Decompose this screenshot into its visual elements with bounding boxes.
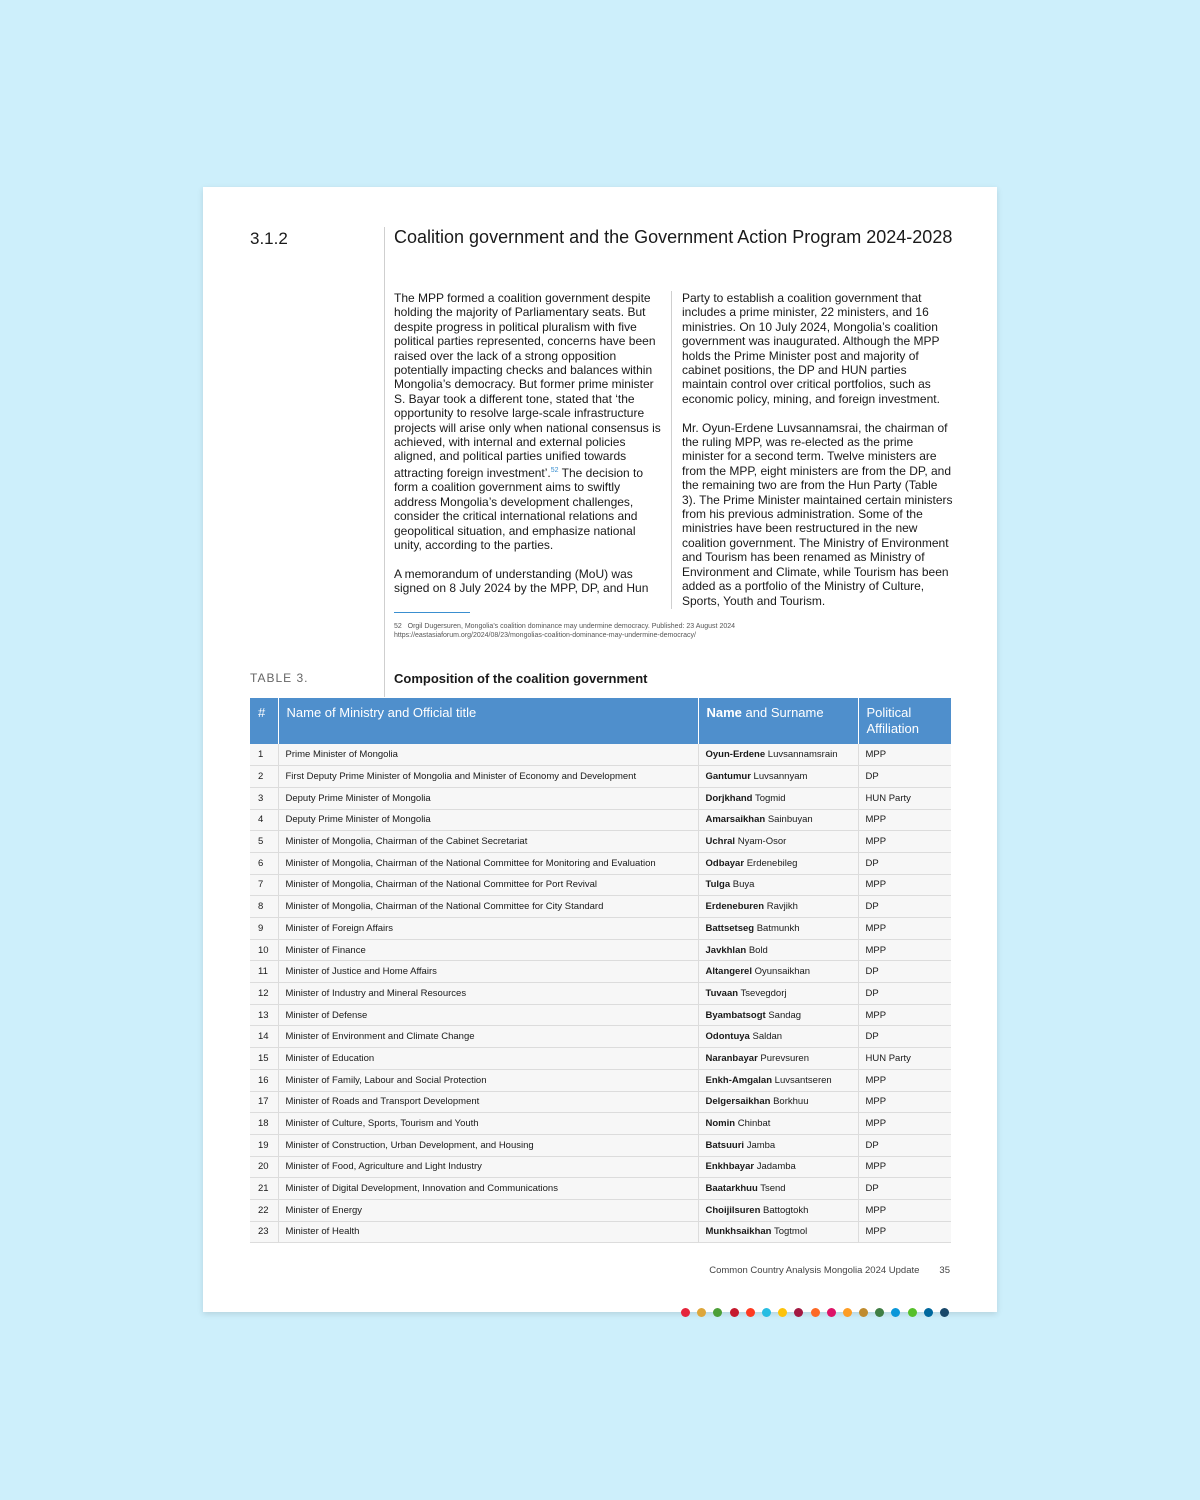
row-number: 4 <box>250 809 278 831</box>
row-ministry: First Deputy Prime Minister of Mongolia and Minister of Economy and Development <box>278 766 698 788</box>
row-ministry: Minister of Foreign Affairs <box>278 918 698 940</box>
footnote-text: Orgil Dugersuren, Mongolia’s coalition dominance may undermine democracy. Published: 23 August 2024 <box>407 623 736 630</box>
row-name: Munkhsaikhan Togtmol <box>698 1221 858 1243</box>
table-row <box>250 1178 951 1200</box>
color-dot <box>697 1308 706 1317</box>
row-number: 23 <box>250 1221 278 1243</box>
color-dot <box>908 1308 917 1317</box>
row-party: MPP <box>858 918 951 940</box>
table-row <box>250 983 951 1005</box>
table-row <box>250 766 951 788</box>
footer-title: Common Country Analysis Mongolia 2024 Update <box>709 1265 920 1276</box>
row-party: MPP <box>858 1221 951 1243</box>
row-name: Gantumur Luvsannyam <box>698 766 858 788</box>
row-ministry: Minister of Roads and Transport Development <box>278 1091 698 1113</box>
row-name: Amarsaikhan Sainbuyan <box>698 809 858 831</box>
row-party: MPP <box>858 1091 951 1113</box>
page-number: 35 <box>939 1265 950 1276</box>
color-dot <box>811 1308 820 1317</box>
row-number: 19 <box>250 1134 278 1156</box>
color-dot <box>827 1308 836 1317</box>
row-party: MPP <box>858 874 951 896</box>
row-number: 9 <box>250 918 278 940</box>
table-row <box>250 1221 951 1243</box>
color-dot <box>778 1308 787 1317</box>
row-party: MPP <box>858 1004 951 1026</box>
table-row <box>250 1113 951 1135</box>
footnote-ref-link[interactable]: 52 <box>550 466 559 474</box>
color-dot <box>924 1308 933 1317</box>
header-party: Political Affiliation <box>858 698 951 744</box>
row-party: MPP <box>858 1113 951 1135</box>
row-name: Battsetseg Batmunkh <box>698 918 858 940</box>
table-row <box>250 961 951 983</box>
row-number: 18 <box>250 1113 278 1135</box>
row-number: 15 <box>250 1048 278 1070</box>
row-number: 6 <box>250 852 278 874</box>
row-name: Tuvaan Tsevegdorj <box>698 983 858 1005</box>
row-name: Baatarkhuu Tsend <box>698 1178 858 1200</box>
table-body <box>250 744 951 1243</box>
table-row <box>250 1134 951 1156</box>
paragraph: A memorandum of understanding (MoU) was signed on 8 July 2024 by the MPP, DP, and Hun <box>394 566 649 596</box>
row-number: 14 <box>250 1026 278 1048</box>
row-ministry: Minister of Mongolia, Chairman of the National Committee for Port Revival <box>278 874 698 896</box>
row-ministry: Minister of Mongolia, Chairman of the National Committee for Monitoring and Evaluation <box>278 852 698 874</box>
body-column-right <box>682 291 954 622</box>
color-dot <box>843 1308 852 1317</box>
row-name: Tulga Buya <box>698 874 858 896</box>
color-dot <box>859 1308 868 1317</box>
table-row <box>250 787 951 809</box>
row-party: MPP <box>858 939 951 961</box>
row-number: 16 <box>250 1069 278 1091</box>
row-ministry: Minister of Family, Labour and Social Protection <box>278 1069 698 1091</box>
color-dot <box>891 1308 900 1317</box>
row-party: MPP <box>858 831 951 853</box>
row-party: DP <box>858 1026 951 1048</box>
row-ministry: Minister of Health <box>278 1221 698 1243</box>
row-number: 2 <box>250 766 278 788</box>
header-number: # <box>250 698 278 744</box>
row-ministry: Minister of Mongolia, Chairman of the National Committee for City Standard <box>278 896 698 918</box>
row-party: MPP <box>858 809 951 831</box>
row-name: Uchral Nyam-Osor <box>698 831 858 853</box>
row-party: MPP <box>858 744 951 766</box>
section-number: 3.1.2 <box>250 229 288 248</box>
row-name: Naranbayar Purevsuren <box>698 1048 858 1070</box>
row-name: Nomin Chinbat <box>698 1113 858 1135</box>
row-number: 13 <box>250 1004 278 1026</box>
row-ministry: Minister of Digital Development, Innovation and Communications <box>278 1178 698 1200</box>
header-name: Name and Surname <box>698 698 858 744</box>
footnote-separator <box>394 612 470 613</box>
row-name: Byambatsogt Sandag <box>698 1004 858 1026</box>
row-ministry: Minister of Culture, Sports, Tourism and Youth <box>278 1113 698 1135</box>
row-party: DP <box>858 1134 951 1156</box>
column-divider <box>671 291 672 609</box>
body-column-left <box>394 291 666 610</box>
header-ministry: Name of Ministry and Official title <box>278 698 698 744</box>
color-dot <box>681 1308 690 1317</box>
row-name: Odbayar Erdenebileg <box>698 852 858 874</box>
table-row <box>250 1026 951 1048</box>
row-ministry: Minister of Environment and Climate Change <box>278 1026 698 1048</box>
row-party: DP <box>858 1178 951 1200</box>
table-row <box>250 1069 951 1091</box>
row-number: 22 <box>250 1199 278 1221</box>
row-name: Delgersaikhan Borkhuu <box>698 1091 858 1113</box>
row-number: 20 <box>250 1156 278 1178</box>
row-name: Odontuya Saldan <box>698 1026 858 1048</box>
paragraph: The MPP formed a coalition government despite holding the majority of Parliamentary seats. But despite progress in political pluralism with five political parties represented, concerns have been raised over the lack of a strong opposition potentially impacting checks and balances within Mongolia’s democracy. But former prime minister S. Bayar took a different tone, stated that ‘the opportunity to resolve large-scale infrastructure projects will arise only when national consensus is achieved, with internal and external policies aligned, and political parties unified towards attracting foreign investment’.$^{52}$ The decision to form a coalition government aims to swiftly address Mongolia’s development challenges, consider the critical international relations and geopolitical situation, and emphasize national unity, according to the parties. <box>394 291 661 552</box>
row-party: MPP <box>858 1199 951 1221</box>
row-party: MPP <box>858 1156 951 1178</box>
row-number: 10 <box>250 939 278 961</box>
table-row <box>250 831 951 853</box>
table-row <box>250 918 951 940</box>
table-row <box>250 1004 951 1026</box>
margin-rule <box>384 227 385 697</box>
row-party: DP <box>858 766 951 788</box>
paragraph: Party to establish a coalition government that includes a prime minister, 22 ministers, and 16 ministries. On 10 July 2024, Mongolia’s coalition government was inaugurated. Although the MPP holds the Prime Minister post and majority of cabinet positions, the DP and HUN parties maintain control over critical portfolios, such as economic policy, mining, and foreign investment. <box>682 291 940 406</box>
table-row <box>250 1048 951 1070</box>
row-party: HUN Party <box>858 787 951 809</box>
row-number: 7 <box>250 874 278 896</box>
table-row <box>250 939 951 961</box>
table-row <box>250 896 951 918</box>
row-ministry: Minister of Justice and Home Affairs <box>278 961 698 983</box>
row-name: Choijilsuren Battogtokh <box>698 1199 858 1221</box>
section-title: Coalition government and the Government Action Program 2024-2028 <box>394 227 953 247</box>
row-name: Altangerel Oyunsaikhan <box>698 961 858 983</box>
table-row <box>250 874 951 896</box>
row-number: 3 <box>250 787 278 809</box>
row-ministry: Deputy Prime Minister of Mongolia <box>278 809 698 831</box>
table-row <box>250 852 951 874</box>
row-number: 8 <box>250 896 278 918</box>
table-label: TABLE 3. <box>250 671 309 685</box>
table-title: Composition of the coalition government <box>394 671 648 686</box>
row-party: DP <box>858 852 951 874</box>
row-party: MPP <box>858 1069 951 1091</box>
footnote-number: 52 <box>394 623 402 630</box>
color-dot <box>794 1308 803 1317</box>
row-number: 21 <box>250 1178 278 1200</box>
sdg-color-dots <box>681 1308 949 1317</box>
row-ministry: Minister of Education <box>278 1048 698 1070</box>
row-ministry: Minister of Construction, Urban Development, and Housing <box>278 1134 698 1156</box>
row-number: 5 <box>250 831 278 853</box>
color-dot <box>730 1308 739 1317</box>
row-name: Javkhlan Bold <box>698 939 858 961</box>
row-party: DP <box>858 961 951 983</box>
row-ministry: Minister of Finance <box>278 939 698 961</box>
row-number: 12 <box>250 983 278 1005</box>
page-footer <box>709 1265 950 1276</box>
color-dot <box>762 1308 771 1317</box>
color-dot <box>713 1308 722 1317</box>
row-party: HUN Party <box>858 1048 951 1070</box>
row-name: Enkh-Amgalan Luvsantseren <box>698 1069 858 1091</box>
table-row <box>250 1156 951 1178</box>
footnote <box>394 622 954 640</box>
paragraph: Mr. Oyun-Erdene Luvsannamsrai, the chairman of the ruling MPP, was re-elected as the prime minister for a second term. Twelve ministers are from the MPP, eight ministers are from the DP, and the remaining two are from the Hun Party (Table 3). The Prime Minister maintained certain ministers from his previous administration. Some of the ministries have been restructured in the new coalition government. The Ministry of Environment and Tourism has been renamed as Ministry of Environment and Climate, while Tourism has been added as a portfolio of the Ministry of Culture, Sports, Youth and Tourism. <box>682 420 953 608</box>
row-number: 1 <box>250 744 278 766</box>
color-dot <box>875 1308 884 1317</box>
row-party: DP <box>858 983 951 1005</box>
table-row <box>250 1091 951 1113</box>
row-ministry: Prime Minister of Mongolia <box>278 744 698 766</box>
document-page <box>203 187 997 1312</box>
row-name: Erdeneburen Ravjikh <box>698 896 858 918</box>
row-ministry: Minister of Defense <box>278 1004 698 1026</box>
row-number: 17 <box>250 1091 278 1113</box>
row-ministry: Deputy Prime Minister of Mongolia <box>278 787 698 809</box>
color-dot <box>940 1308 949 1317</box>
table-row <box>250 744 951 766</box>
row-ministry: Minister of Food, Agriculture and Light Industry <box>278 1156 698 1178</box>
row-ministry: Minister of Industry and Mineral Resources <box>278 983 698 1005</box>
row-number: 11 <box>250 961 278 983</box>
footnote-url-link[interactable]: https://eastasiaforum.org/2024/08/23/mongolias-coalition-dominance-may-undermine-democracy/ <box>394 632 696 639</box>
table-row <box>250 1199 951 1221</box>
table-row <box>250 809 951 831</box>
row-name: Enkhbayar Jadamba <box>698 1156 858 1178</box>
coalition-table <box>250 698 951 1243</box>
table-header-row <box>250 698 951 744</box>
row-name: Oyun-Erdene Luvsannamsrain <box>698 744 858 766</box>
row-name: Dorjkhand Togmid <box>698 787 858 809</box>
row-party: DP <box>858 896 951 918</box>
color-dot <box>746 1308 755 1317</box>
row-name: Batsuuri Jamba <box>698 1134 858 1156</box>
row-ministry: Minister of Mongolia, Chairman of the Cabinet Secretariat <box>278 831 698 853</box>
row-ministry: Minister of Energy <box>278 1199 698 1221</box>
